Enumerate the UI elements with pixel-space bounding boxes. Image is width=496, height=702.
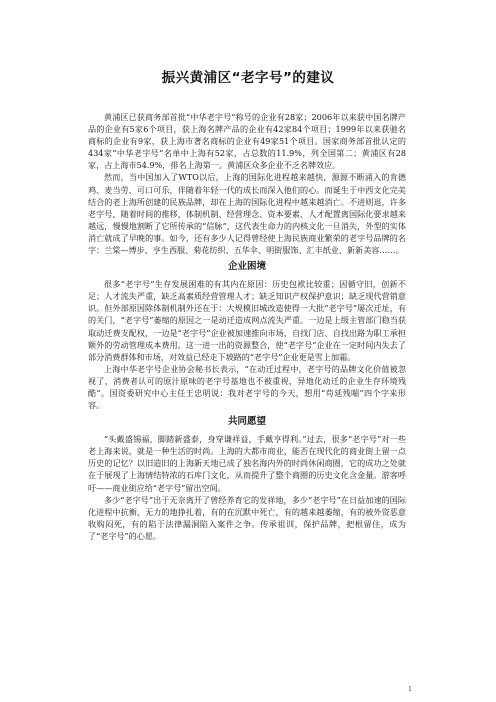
- document-title: 振兴黄浦区“老字号”的建议: [161, 70, 335, 86]
- section-heading: 共同愿望: [227, 416, 266, 428]
- section-paragraph: 上海中华老字号企业协会秘书长表示，“在动迁过程中，老字号的品牌文化价值被忽视了，消费者认可的原汁原味的老字号基地也不被重视，异地化动迁的企业生存环境残酷”。国资委研究中心主任王忠明说：我对老字号的今天，想用“苟延残喘”四个字来形容。: [88, 363, 406, 411]
- section-paragraph: 很多“老字号”生存发展困难的有其内在原因：历史包袱比较重；因循守旧，创新不足；人才流失严重，缺乏高素质经营管理人才；缺乏知识产权保护意识；缺乏现代营销意识。但外部原因除体制机制外还在于：大规模旧城改造使得一大批“老字号”屡次迁址，有的关门，“老字号”萎缩的原因之一是动迁造成网点流失严重。一边是上级主管部门稳当获取动迁费支配权，一边是“老字号”企业被加速推向市场，自找门店、自找出路为职工承担额外的劳动管理成本费用。这一进一出的资源整合，使“老字号”企业在一定时间内失去了部分消费群体和市场，对效益已经走下坡路的“老字号”企业更是雪上加霜。: [88, 279, 406, 362]
- section-paragraph: “头戴盛锡福，脚踏新盛泰，身穿谦祥益，手戴亨得利。”过去，很多“老字号”对一些老上海来说，就是一种生活的时尚。上海的大都市商业，能否在现代化的商业街上留一点历史的记忆？以旧造旧的上海新天地已成了独名海内外的时尚休闲商圈，它的成功之处就在于展现了上海情结特浓的石库门文化，从而提升了整个商圈的历史文化含金量。游客呼吁——商业街应给“老字号”留出空间。: [88, 434, 406, 493]
- page-number: 1: [408, 686, 412, 693]
- document-body: [88, 111, 406, 542]
- section-paragraph: 多少“老字号”出于无奈离开了曾经养育它的发祥地，多少“老字号”在日益加速的国际化进程中抗衡，无力的地挣扎着，有的在沉默中死亡，有的越来越萎缩，有的被外资恶意收购闷死，有的陷于法律漏洞陷入案件之争。传承祖训，保护品牌，把根留住，成为了“老字号”的心愿。: [88, 494, 406, 541]
- intro-paragraph: 黄浦区已获商务部首批“中华老字号”称号的企业有28家；2006年以来获中国名牌产品的企业有5家6个项目，获上海名牌产品的企业有42家84个项目；1999年以来获驰名商标的企业有9家，获上海市著名商标的企业有49家51个项目。国家商务部首批认定的434家“中华老字号”名单中上海有52家，占总数的11.9%，列全国第二；黄浦区有28家，占上海市54.9%，排名上海第一。黄浦区众多企业不乏名牌效应。: [88, 112, 406, 171]
- section-heading: 企业困境: [227, 261, 266, 273]
- intro-paragraph: 然而，当中国加入了WTO以后，上海的国际化进程越来越快，源源不断涌入的肯德鸡、麦当劳、可口可乐，伴随着年轻一代的成长而深入他们的心。而诞生于中西文化完美结合的老上海所创建的民族品牌，却在上海的国际化进程中越来越消亡。不进则退，许多老字号，随着时间的推移，体制机制、经营理念、资本要素、人才配置离国际化要求越来越远，慢慢地割断了它所传承的“信脉”，这代表生命力的内核文化一旦消失，外型的实体消亡就成了早晚的事。如今，还有多少人记得曾经使上海民族商业繁荣的老字号品牌的名字：兰棠—博步、亨生西服、菊花纺织、五华伞、明街服饰、汇丰纸业、新新美容……。: [88, 172, 406, 256]
